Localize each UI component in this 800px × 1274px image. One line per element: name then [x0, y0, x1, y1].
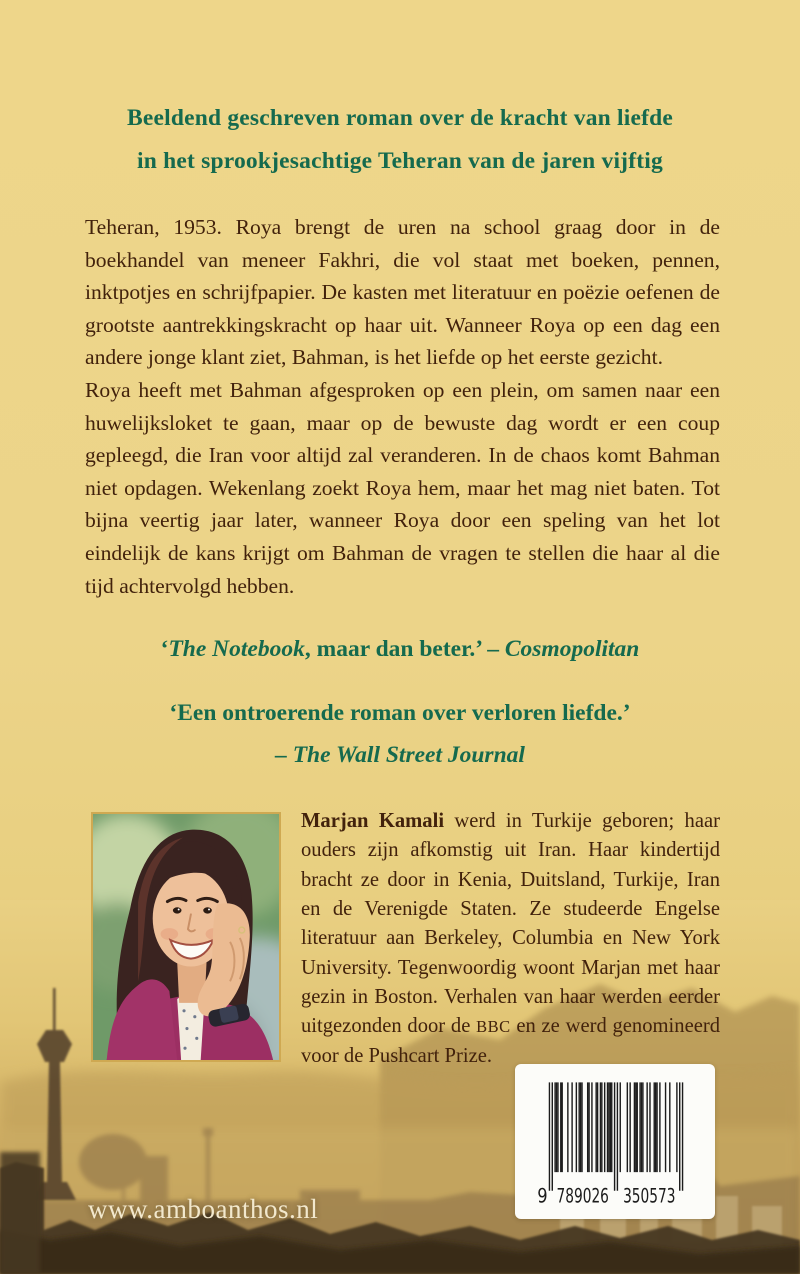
eye-left	[173, 907, 182, 913]
synopsis-paragraph-2: Roya heeft met Bahman afgesproken op een plein, om samen naar een huwelijksloket te gaan, maar op de bewuste dag wordt er een coup gepleegd, die Iran voor altijd zal veranderen. In de chaos komt Bahman niet opdagen. Wekenlang zoekt Roya hem, maar het mag niet baten. Tot bijna veertig jaar later, wanneer Roya door een speling van het lot eindelijk de kans krijgt om Bahman de vragen te stellen die haar al die tijd achtervolgd hebben.	[85, 377, 720, 598]
press-quote-wsj	[0, 692, 800, 776]
barcode-digits-right: 350573	[623, 1185, 676, 1206]
bbc-abbreviation: BBC	[476, 1017, 511, 1037]
eye-right	[203, 907, 212, 913]
quote-text: , maar dan beter.’	[304, 636, 488, 663]
synopsis-paragraph-1: Teheran, 1953. Roya brengt de uren na school graag door in de boekhandel van meneer Fakhri, die vol staat met boeken, pennen, inktpotjes en schrijfpapier. De kasten met literatuur en poëzie oefenen de grootste aantrekkingskracht op haar uit. Wanneer Roya op een dag een andere jonge klant ziet, Bahman, is het liefde op het eerste gezicht.	[85, 215, 720, 370]
author-bio	[301, 807, 720, 1071]
synopsis	[85, 211, 720, 602]
author-section	[91, 812, 720, 1071]
barcode-digits-left: 789026	[556, 1185, 609, 1206]
barcode-bars	[549, 1082, 684, 1190]
tagline	[0, 0, 800, 183]
press-quote-cosmopolitan	[0, 628, 800, 670]
tagline-line1: Beeldend geschreven roman over de kracht van liefde	[126, 105, 674, 131]
quote-source: – The Wall Street Journal	[275, 742, 525, 769]
barcode-digit-prefix: 9	[537, 1185, 548, 1206]
quote-open: ‘	[160, 636, 169, 663]
quote-work-title: The Notebook	[168, 636, 305, 663]
bio-text-2: en ze werd genomineerd voor de Pushcart Prize.	[301, 1015, 720, 1067]
bio-text-1: werd in Turkije geboren; haar ouders zijn afkomstig uit Iran. Haar kindertijd bracht ze door in Kenia, Duitsland, Turkije, Iran en de Verenigde Staten. Ze studeerde Engelse literatuur aan Berkeley, Columbia en New York University. Tegenwoordig woont Marjan met haar gezin in Boston. Verhalen van haar werden eerder uitgezonden door de	[301, 810, 720, 1038]
barcode	[515, 1064, 715, 1219]
quote-dash: –	[487, 636, 505, 663]
publisher-website-url: www.amboanthos.nl	[88, 1194, 319, 1224]
quote-source: Cosmopolitan	[504, 636, 640, 663]
tagline-line2: in het sprookjesachtige Teheran van de jaren vijftig	[137, 148, 663, 174]
author-name: Marjan Kamali	[301, 810, 445, 833]
author-photo	[91, 812, 281, 1062]
tower-shaft	[47, 1062, 62, 1182]
quote-text: ‘Een ontroerende roman over verloren liefde.’	[169, 700, 631, 727]
